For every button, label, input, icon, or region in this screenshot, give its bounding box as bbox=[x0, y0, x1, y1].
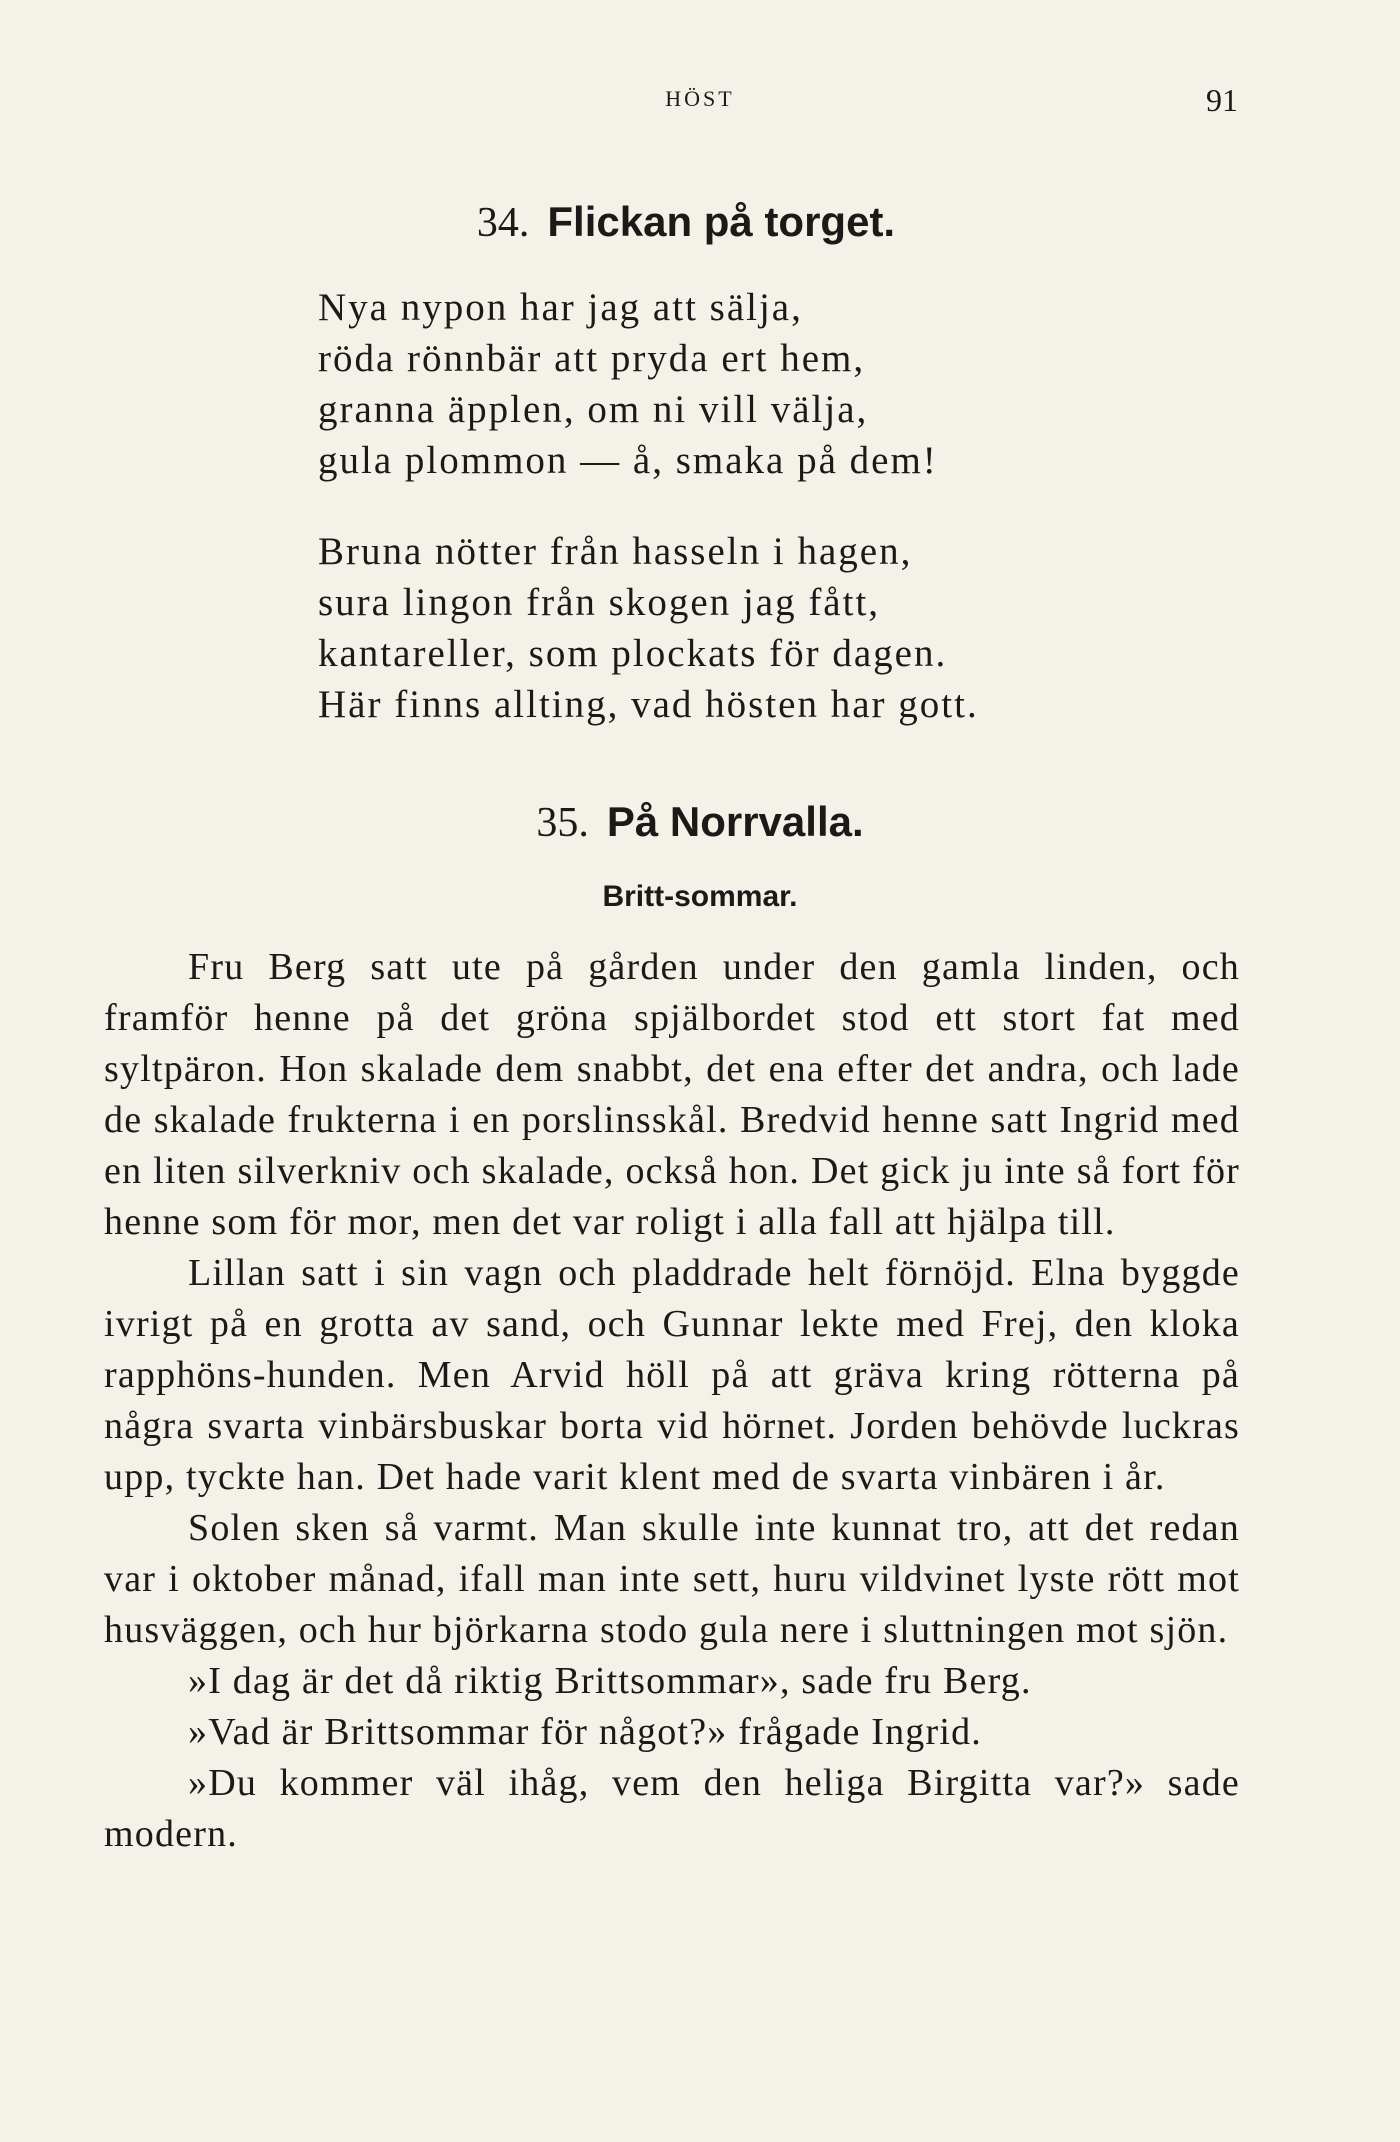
story-body bbox=[104, 942, 1240, 1860]
paragraph: Solen sken så varmt. Man skulle inte kunnat tro, att det redan var i oktober månad, ifall man inte sett, huru vildvinet lyste rött mot husväggen, och hur björkarna stodo gula nere i sluttningen mot sjön. bbox=[104, 1507, 1240, 1651]
poem-line: Nya nypon har jag att sälja, bbox=[318, 286, 803, 329]
poem-line: sura lingon från skogen jag fått, bbox=[318, 581, 881, 624]
poem-stanza bbox=[318, 526, 979, 730]
story-number: 35. bbox=[536, 800, 589, 846]
poem-number: 34. bbox=[476, 200, 530, 246]
poem-line: Bruna nötter från hasseln i hagen, bbox=[318, 530, 913, 573]
story-heading bbox=[0, 798, 1400, 847]
paragraph: »I dag är det då riktig Brittsommar», sade fru Berg. bbox=[188, 1660, 1032, 1702]
paragraph: »Du kommer väl ihåg, vem den heliga Birgitta var?» sade modern. bbox=[104, 1762, 1240, 1855]
poem-title: Flickan på torget. bbox=[547, 198, 896, 245]
poem-line: kantareller, som plockats för dagen. bbox=[318, 632, 948, 675]
story-subtitle: Britt-sommar. bbox=[602, 880, 798, 913]
running-head: HÖST bbox=[665, 86, 735, 111]
story-title: På Norrvalla. bbox=[606, 798, 864, 845]
paragraph: Lillan satt i sin vagn och pladdrade helt förnöjd. Elna byggde ivrigt på en grotta av sand, och Gunnar lekte med Frej, den kloka rapphöns-hunden. Men Arvid höll på att gräva kring rötterna på några svarta vinbärsbuskar borta vid hörnet. Jorden behövde luckras upp, tyckte han. Det hade varit klent med de svarta vinbären i år. bbox=[104, 1252, 1240, 1498]
poem-line: gula plommon — å, smaka på dem! bbox=[318, 439, 938, 482]
poem-line: röda rönnbär att pryda ert hem, bbox=[318, 337, 866, 380]
poem-stanza bbox=[318, 282, 938, 486]
paragraph: »Vad är Brittsommar för något?» frågade Ingrid. bbox=[188, 1711, 982, 1753]
poem-heading bbox=[0, 198, 1386, 247]
paragraph: Fru Berg satt ute på gården under den gamla linden, och framför henne på det gröna spjälbordet stod ett stort fat med syltpäron. Hon skalade dem snabbt, det ena efter det andra, och lade de skalade frukterna i en porslinsskål. Bredvid henne satt Ingrid med en liten silverkniv och skalade, också hon. Det gick ju inte så fort för henne som för mor, men det var roligt i alla fall att hjälpa till. bbox=[104, 946, 1240, 1243]
poem-line: granna äpplen, om ni vill välja, bbox=[318, 388, 869, 431]
page-number: 91 bbox=[1206, 82, 1238, 118]
poem-line: Här finns allting, vad hösten har gott. bbox=[318, 683, 979, 726]
